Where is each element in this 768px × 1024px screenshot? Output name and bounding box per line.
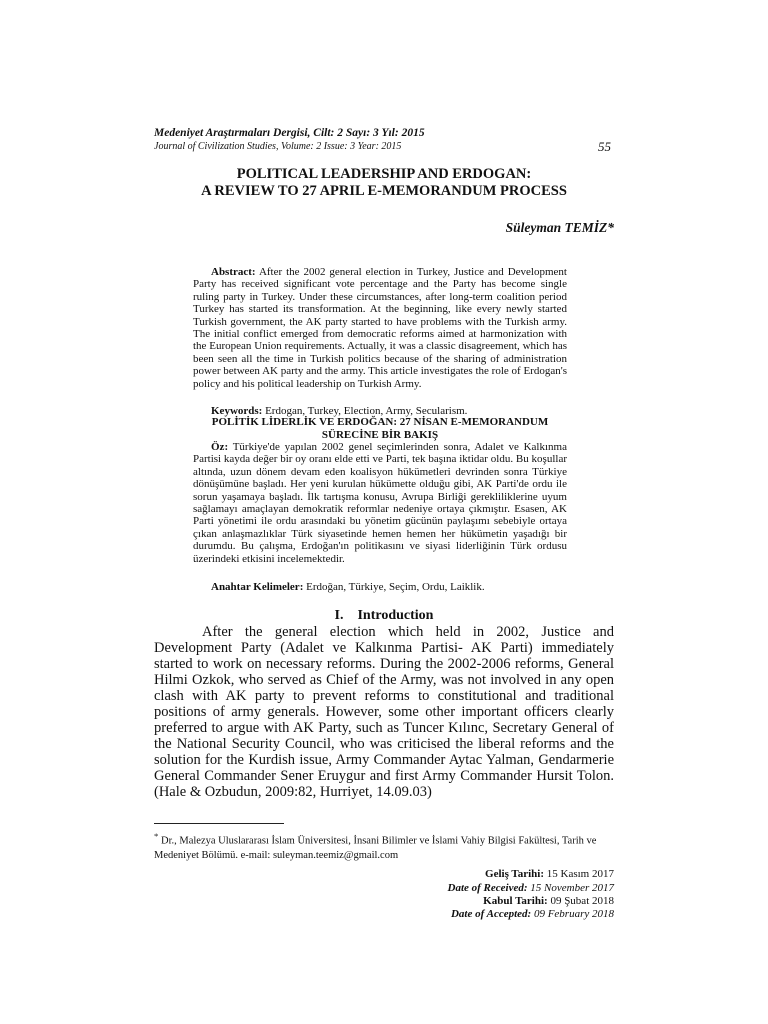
section-heading: I. Introduction: [334, 608, 434, 623]
keywords-label: Keywords:: [211, 405, 263, 417]
turkish-title-line-2: SÜRECİNE BİR BAKIŞ: [321, 429, 439, 441]
article-title-line-1: POLITICAL LEADERSHIP AND ERDOGAN:: [236, 166, 532, 182]
anahtar-label: Anahtar Kelimeler:: [211, 581, 304, 593]
received-tr-label: Geliş Tarihi:: [485, 868, 545, 880]
author-name: Süleyman TEMİZ*: [505, 220, 614, 235]
footnote-text: Dr., Malezya Uluslararası İslam Üniversitesi, İnsani Bilimler ve İslami Vahiy Bilgisi Fakültesi, Tarih ve Medeniyet Bölümü. e-mail: suleyman.teemiz@gmail.com: [154, 835, 597, 861]
footnote: [154, 829, 624, 863]
introduction-paragraph: After the general election which held in 2002, Justice and Development Party (Adalet ve Kalkınma Partisi- AK Parti) immediately started to work on necessary reforms. During the 2002-2006 reforms, General Hilmi Ozkok, who served as Chief of the Army, was not involved in any open clash with AK party to prevent reforms to constitutional and traditional positions of army generals. However, some other important officers clearly preferred to argue with AK Party, such as Tuncer Kılınc, Secretary General of the National Security Council, who was criticised the liberal reforms and the solution for the Kurdish issue, Army Commander Aytac Yalman, Gendarmerie General Commander Sener Eruygur and first Army Commander Hursit Tolon. (Hale & Ozbudun, 2009:82, Hurriyet, 14.09.03): [154, 624, 614, 800]
accepted-tr-value: 09 Şubat 2018: [550, 895, 614, 907]
abstract: [193, 266, 567, 390]
received-en-value: 15 November 2017: [530, 882, 614, 894]
page-number: 55: [598, 139, 611, 154]
accepted-tr-label: Kabul Tarihi:: [483, 895, 548, 907]
article-title-line-2: A REVIEW TO 27 APRIL E-MEMORANDUM PROCESS: [201, 183, 567, 199]
accepted-en-value: 09 February 2018: [533, 908, 614, 920]
oz-text: Türkiye'de yapılan 2002 genel seçimlerinden sonra, Adalet ve Kalkınma Partisi kayda değer bir oy oranı elde etti ve Parti, tek başına iktidar oldu. Bu koşullar altında, uzun dönem devam eden koalisyon hükümetleri devrinden sonra Türkiye dönüşümüne başladı. Her yeni kurulan hükümette olduğu gibi, AK Parti'de ordu ile sorun yaşamaya başladı. İlk tartışma konusu, Avrupa Birliği gerekliliklerine uyum sağlamayı amaçlayan demokratik reformlar nedeniye ortaya çıkmıştır. Esasen, AK Parti yönetimi ile ordu arasındaki bu yönetim gücünün paylaşımı sebebiyle ortaya çıkan anlaşmazlıklar Türk siyasetinde hemen hemen her hükümetin yaşadığı bir durumdu. Bu çalışma, Erdoğan'ın politikasını ve siyasi liderliğinin Türk ordusu üzerindeki etkisini incelemektedir.: [193, 441, 567, 565]
journal-title-tr: Medeniyet Araştırmaları Dergisi, Cilt: 2 Sayı: 3 Yıl: 2015: [154, 127, 425, 139]
journal-title-en: Journal of Civilization Studies, Volume: 2 Issue: 3 Year: 2015: [154, 141, 402, 152]
oz-label: Öz:: [211, 441, 229, 453]
accepted-date-en: [451, 908, 614, 920]
turkish-title-line-1: POLİTİK LİDERLİK VE ERDOĞAN: 27 NİSAN E-MEMORANDUM: [211, 416, 549, 428]
turkish-abstract: [193, 441, 567, 565]
received-en-label: Date of Received:: [447, 882, 528, 894]
abstract-text: After the 2002 general election in Turkey, Justice and Development Party has received significant vote percentage and the Party has become single ruling party in Turkey. Under these circumstances, after long-term coalition period Turkey has started its transformation. At the beginning, like every newly started Turkish government, the AK party started to have problems with the Turkish army. The initial conflict emerged from democratic reforms aimed at harmonization with the European Union requirements. Actually, it was a classic disagreement, which has been seen all the time in Turkish politics because of the sharing of administration power between AK party and the army. This article investigates the role of Erdogan's policy and his political leadership on Turkish Army.: [193, 266, 567, 390]
abstract-label: Abstract:: [211, 266, 256, 278]
keywords-text: Erdogan, Turkey, Election, Army, Secularism.: [265, 405, 468, 417]
received-date-tr: [485, 868, 614, 880]
received-tr-value: 15 Kasım 2017: [546, 868, 614, 880]
footnote-mark: *: [154, 831, 159, 841]
received-date-en: [448, 882, 614, 894]
accepted-date-tr: [483, 895, 614, 907]
turkish-keywords: [211, 581, 485, 593]
footnote-divider: [154, 823, 284, 824]
anahtar-text: Erdoğan, Türkiye, Seçim, Ordu, Laiklik.: [306, 581, 485, 593]
accepted-en-label: Date of Accepted:: [450, 908, 532, 920]
